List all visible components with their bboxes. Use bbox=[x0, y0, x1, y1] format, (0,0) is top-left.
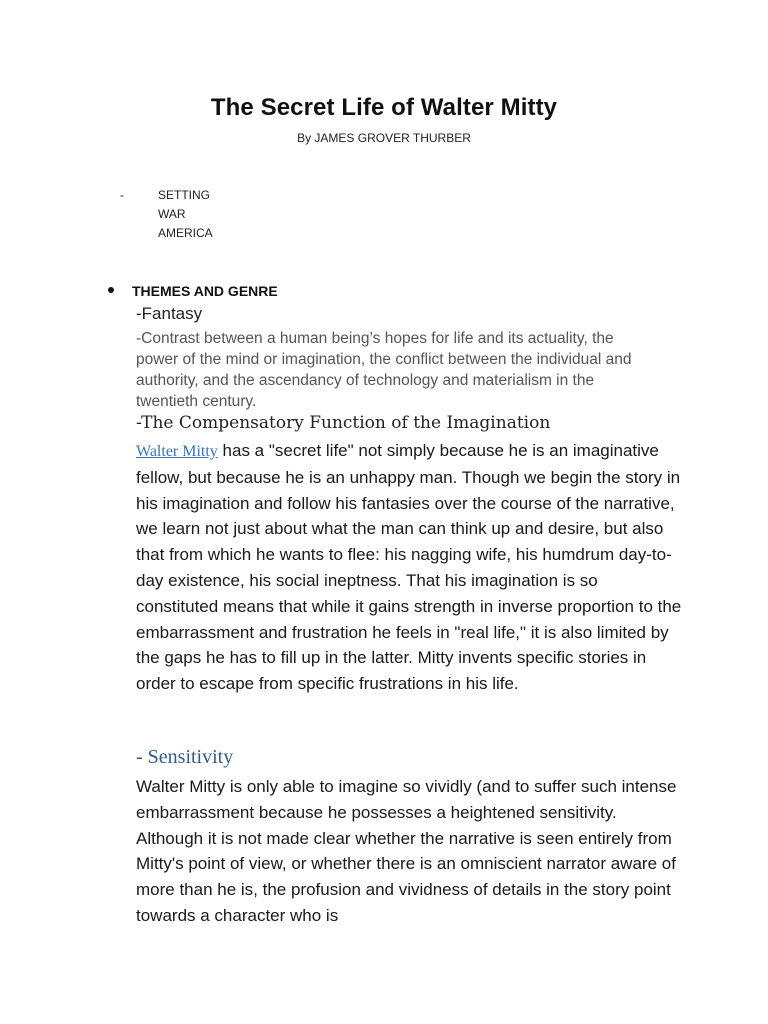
themes-heading: THEMES AND GENRE bbox=[132, 283, 278, 299]
walter-mitty-link[interactable]: Walter Mitty bbox=[136, 443, 218, 460]
list-item: SETTING bbox=[158, 188, 211, 202]
list-item: AMERICA bbox=[158, 226, 213, 240]
genre-fantasy: -Fantasy bbox=[136, 304, 203, 323]
themes-heading-row bbox=[108, 283, 278, 299]
list-item: WAR bbox=[158, 207, 186, 221]
sensitivity-paragraph: Walter Mitty is only able to imagine so vividly (and to suffer such intense embarrassment because he possesses a heightened sensitivity. Although it is not made clear whether the narrative is seen entirely from Mitty's point of view, or whether there is an omniscient narrator aware of more than he is, the profusion and vividness of details in the story point towards a character who is bbox=[136, 777, 677, 925]
compensatory-heading: -The Compensatory Function of the Imagination bbox=[136, 413, 551, 433]
author-byline: By JAMES GROVER THURBER bbox=[297, 131, 471, 145]
compensatory-text: has a "secret life" not simply because he is an imaginative fellow, but because he is an unhappy man. Though we begin the story in his imagination and follow his fantasies over the course of the narrative, we learn not just about what the man can think up and desire, but also that from which he wants to flee: his nagging wife, his humdrum day-to-day existence, his social ineptness. That his imagination is so constituted means that while it gains strength in inverse proportion to the embarrassment and frustration he feels in "real life," it is also limited by the gaps he has to fill up in the latter. Mitty invents specific stories in order to escape from specific frustrations in his life. bbox=[136, 441, 682, 694]
setting-list bbox=[120, 186, 213, 243]
bullet-icon bbox=[108, 287, 114, 293]
themes-contrast-text: -Contrast between a human being’s hopes for life and its actuality, the power of the mind or imagination, the conflict between the individual and authority, and the ascendancy of technology and materialism in the twentieth century. bbox=[136, 330, 632, 410]
list-dash: - bbox=[120, 188, 124, 202]
sensitivity-heading: - Sensitivity bbox=[136, 746, 234, 768]
compensatory-paragraph bbox=[136, 438, 684, 697]
page-title: The Secret Life of Walter Mitty bbox=[210, 94, 558, 121]
